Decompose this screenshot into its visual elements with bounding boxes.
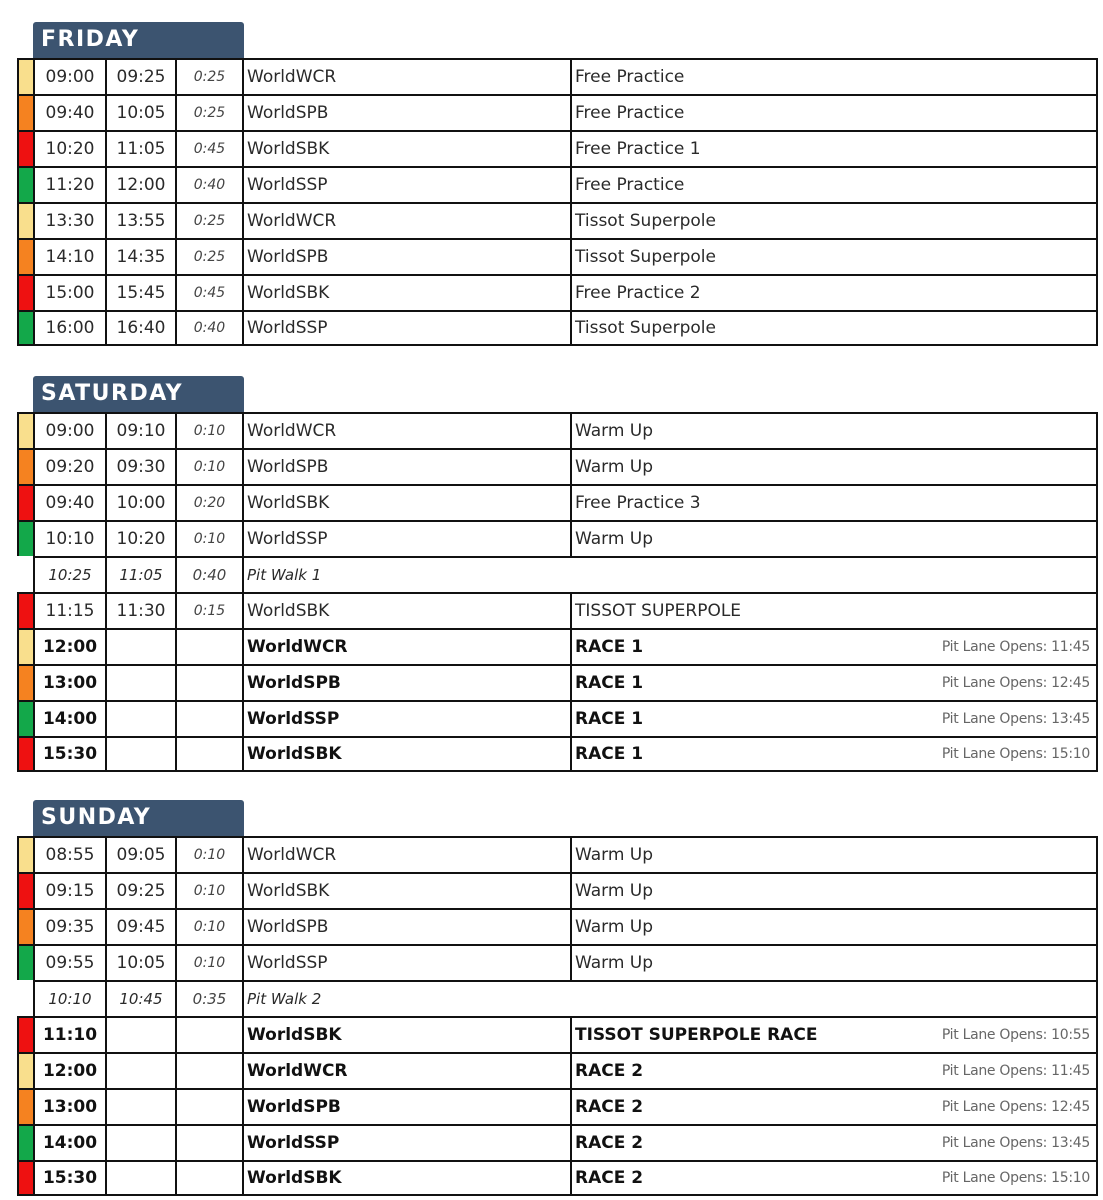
start-time: 09:15 [33, 872, 105, 908]
session-name: Warm Up [575, 881, 654, 901]
end-time: 10:45 [105, 980, 175, 1016]
duration: 0:15 [175, 592, 242, 628]
class-name: WorldWCR [242, 836, 570, 872]
duration: 0:10 [175, 448, 242, 484]
duration: 0:45 [175, 274, 242, 310]
class-color-swatch [17, 448, 33, 484]
session-row [17, 908, 1098, 944]
class-name: WorldSSP [242, 700, 570, 736]
event-name: Pit Walk 1 [242, 556, 570, 592]
session-cell [570, 664, 1098, 700]
start-time: 11:20 [33, 166, 105, 202]
session-row [17, 872, 1098, 908]
pit-lane-opens: Pit Lane Opens: 11:45 [941, 1063, 1090, 1079]
class-name: WorldSPB [242, 448, 570, 484]
class-color-swatch [17, 166, 33, 202]
class-name: WorldSBK [242, 592, 570, 628]
end-time [105, 1052, 175, 1088]
session-cell [570, 94, 1098, 130]
start-time: 09:55 [33, 944, 105, 980]
duration: 0:25 [175, 58, 242, 94]
session-cell [570, 1052, 1098, 1088]
session-name: Free Practice [575, 103, 685, 123]
class-name: WorldSBK [242, 274, 570, 310]
session-cell [570, 412, 1098, 448]
end-time: 12:00 [105, 166, 175, 202]
start-time: 16:00 [33, 310, 105, 346]
session-cell [570, 1160, 1098, 1196]
class-name: WorldWCR [242, 412, 570, 448]
session-row [17, 592, 1098, 628]
class-color-swatch [17, 872, 33, 908]
session-name: Warm Up [575, 529, 654, 549]
class-name: WorldSPB [242, 94, 570, 130]
session-cell [570, 484, 1098, 520]
session-row [17, 520, 1098, 556]
session-name: Free Practice [575, 67, 685, 87]
class-color-swatch [17, 202, 33, 238]
day-title: SUNDAY [33, 800, 244, 836]
start-time: 09:00 [33, 58, 105, 94]
session-row [17, 412, 1098, 448]
pit-lane-opens: Pit Lane Opens: 12:45 [941, 675, 1090, 691]
end-time: 10:05 [105, 94, 175, 130]
start-time: 10:10 [33, 980, 105, 1016]
session-row [17, 448, 1098, 484]
duration: 0:25 [175, 238, 242, 274]
session-cell [570, 908, 1098, 944]
session-row [17, 700, 1098, 736]
session-cell [570, 1088, 1098, 1124]
session-row [17, 166, 1098, 202]
class-name: WorldSSP [242, 166, 570, 202]
session-cell [570, 592, 1098, 628]
duration: 0:10 [175, 412, 242, 448]
session-name: Free Practice 1 [575, 139, 701, 159]
end-time [105, 1088, 175, 1124]
session-cell [570, 238, 1098, 274]
duration: 0:10 [175, 520, 242, 556]
session-cell [570, 1016, 1098, 1052]
pit-lane-opens: Pit Lane Opens: 11:45 [941, 639, 1090, 655]
end-time [105, 628, 175, 664]
start-time: 09:40 [33, 94, 105, 130]
duration: 0:40 [175, 166, 242, 202]
start-time: 14:00 [33, 700, 105, 736]
duration [175, 700, 242, 736]
end-time: 09:45 [105, 908, 175, 944]
session-name: RACE 1 [575, 673, 644, 693]
class-color-swatch [17, 1016, 33, 1052]
session-name: RACE 2 [575, 1168, 644, 1188]
pit-lane-opens: Pit Lane Opens: 13:45 [941, 1135, 1090, 1151]
session-row [17, 202, 1098, 238]
class-color-swatch [17, 736, 33, 772]
session-row [17, 1088, 1098, 1124]
end-time: 11:30 [105, 592, 175, 628]
session-name: TISSOT SUPERPOLE RACE [575, 1025, 818, 1045]
class-name: WorldWCR [242, 58, 570, 94]
session-row [17, 736, 1098, 772]
start-time: 09:20 [33, 448, 105, 484]
duration [175, 664, 242, 700]
schedule-table [17, 836, 1098, 1196]
end-time: 11:05 [105, 556, 175, 592]
session-row [17, 628, 1098, 664]
session-row [17, 94, 1098, 130]
event-name: Pit Walk 2 [242, 980, 570, 1016]
session-row [17, 274, 1098, 310]
session-name: Tissot Superpole [575, 247, 716, 267]
duration: 0:10 [175, 872, 242, 908]
session-cell [570, 448, 1098, 484]
class-color-swatch [17, 700, 33, 736]
class-name: WorldSBK [242, 1016, 570, 1052]
end-time: 16:40 [105, 310, 175, 346]
session-name: Warm Up [575, 457, 654, 477]
end-time: 11:05 [105, 130, 175, 166]
session-row [17, 484, 1098, 520]
pit-lane-opens: Pit Lane Opens: 13:45 [941, 711, 1090, 727]
end-time: 13:55 [105, 202, 175, 238]
class-name: WorldWCR [242, 1052, 570, 1088]
day-title: FRIDAY [33, 22, 244, 58]
end-time: 09:25 [105, 872, 175, 908]
class-color-swatch [17, 58, 33, 94]
pit-lane-opens: Pit Lane Opens: 15:10 [941, 746, 1090, 762]
end-time [105, 1124, 175, 1160]
class-color-swatch [17, 1052, 33, 1088]
session-name: Warm Up [575, 845, 654, 865]
start-time: 13:30 [33, 202, 105, 238]
session-name: Warm Up [575, 421, 654, 441]
session-name: RACE 1 [575, 637, 644, 657]
session-row [17, 1124, 1098, 1160]
class-name: WorldSBK [242, 736, 570, 772]
duration: 0:25 [175, 202, 242, 238]
end-time [105, 1160, 175, 1196]
session-cell [570, 700, 1098, 736]
session-cell [570, 628, 1098, 664]
duration: 0:35 [175, 980, 242, 1016]
session-name: RACE 1 [575, 744, 644, 764]
session-cell [570, 166, 1098, 202]
pit-lane-opens: Pit Lane Opens: 10:55 [941, 1027, 1090, 1043]
session-cell [570, 836, 1098, 872]
duration [175, 1052, 242, 1088]
session-row [17, 310, 1098, 346]
class-name: WorldSSP [242, 310, 570, 346]
start-time: 12:00 [33, 1052, 105, 1088]
start-time: 11:15 [33, 592, 105, 628]
class-color-swatch [17, 1124, 33, 1160]
class-color-swatch [17, 484, 33, 520]
end-time: 15:45 [105, 274, 175, 310]
class-name: WorldSPB [242, 664, 570, 700]
session-empty [570, 980, 1098, 1016]
class-name: WorldSBK [242, 484, 570, 520]
class-color-swatch [17, 412, 33, 448]
class-color-swatch [17, 664, 33, 700]
class-color-swatch [17, 238, 33, 274]
start-time: 10:10 [33, 520, 105, 556]
class-name: WorldSSP [242, 1124, 570, 1160]
end-time: 09:10 [105, 412, 175, 448]
start-time: 15:30 [33, 736, 105, 772]
session-row [17, 130, 1098, 166]
session-cell [570, 58, 1098, 94]
end-time: 09:25 [105, 58, 175, 94]
end-time: 10:05 [105, 944, 175, 980]
start-time: 09:35 [33, 908, 105, 944]
duration: 0:10 [175, 944, 242, 980]
class-color-swatch [17, 908, 33, 944]
start-time: 14:00 [33, 1124, 105, 1160]
start-time: 09:00 [33, 412, 105, 448]
class-color-swatch [17, 944, 33, 980]
duration [175, 1016, 242, 1052]
schedule-table [17, 58, 1098, 346]
session-name: Tissot Superpole [575, 318, 716, 338]
start-time: 08:55 [33, 836, 105, 872]
pit-walk-row [17, 980, 1098, 1016]
pit-walk-row [17, 556, 1098, 592]
session-name: Free Practice 2 [575, 283, 701, 303]
session-row [17, 944, 1098, 980]
class-name: WorldSPB [242, 908, 570, 944]
session-name: Free Practice 3 [575, 493, 701, 513]
session-cell [570, 274, 1098, 310]
end-time: 10:00 [105, 484, 175, 520]
class-color-swatch [17, 94, 33, 130]
start-time: 15:30 [33, 1160, 105, 1196]
duration [175, 1160, 242, 1196]
end-time [105, 736, 175, 772]
session-row [17, 1160, 1098, 1196]
schedule-table [17, 412, 1098, 772]
session-empty [570, 556, 1098, 592]
class-color-swatch [17, 1160, 33, 1196]
session-cell [570, 872, 1098, 908]
session-cell [570, 202, 1098, 238]
class-color-swatch [17, 520, 33, 556]
session-cell [570, 520, 1098, 556]
pit-lane-opens: Pit Lane Opens: 15:10 [941, 1170, 1090, 1186]
class-color-swatch [17, 130, 33, 166]
end-time [105, 1016, 175, 1052]
class-name: WorldWCR [242, 202, 570, 238]
session-name: TISSOT SUPERPOLE [575, 601, 742, 621]
duration: 0:40 [175, 310, 242, 346]
duration: 0:10 [175, 908, 242, 944]
class-name: WorldSBK [242, 130, 570, 166]
duration: 0:20 [175, 484, 242, 520]
start-time: 14:10 [33, 238, 105, 274]
session-row [17, 238, 1098, 274]
end-time: 14:35 [105, 238, 175, 274]
class-color-swatch [17, 980, 33, 1016]
duration [175, 736, 242, 772]
session-cell [570, 1124, 1098, 1160]
class-name: WorldSBK [242, 872, 570, 908]
session-name: RACE 2 [575, 1097, 644, 1117]
session-row [17, 836, 1098, 872]
day-title: SATURDAY [33, 376, 244, 412]
start-time: 13:00 [33, 1088, 105, 1124]
class-color-swatch [17, 310, 33, 346]
class-name: WorldSSP [242, 944, 570, 980]
class-color-swatch [17, 1088, 33, 1124]
pit-lane-opens: Pit Lane Opens: 12:45 [941, 1099, 1090, 1115]
session-cell [570, 130, 1098, 166]
class-name: WorldSPB [242, 1088, 570, 1124]
class-color-swatch [17, 556, 33, 592]
class-color-swatch [17, 836, 33, 872]
session-name: Free Practice [575, 175, 685, 195]
class-name: WorldWCR [242, 628, 570, 664]
end-time [105, 664, 175, 700]
session-row [17, 1052, 1098, 1088]
session-name: RACE 2 [575, 1133, 644, 1153]
start-time: 12:00 [33, 628, 105, 664]
session-cell [570, 944, 1098, 980]
duration: 0:10 [175, 836, 242, 872]
session-name: Tissot Superpole [575, 211, 716, 231]
session-row [17, 1016, 1098, 1052]
class-name: WorldSPB [242, 238, 570, 274]
session-cell [570, 736, 1098, 772]
start-time: 09:40 [33, 484, 105, 520]
session-row [17, 58, 1098, 94]
end-time: 09:05 [105, 836, 175, 872]
class-color-swatch [17, 592, 33, 628]
duration: 0:45 [175, 130, 242, 166]
class-name: WorldSBK [242, 1160, 570, 1196]
class-color-swatch [17, 628, 33, 664]
end-time: 09:30 [105, 448, 175, 484]
start-time: 13:00 [33, 664, 105, 700]
duration [175, 1088, 242, 1124]
session-cell [570, 310, 1098, 346]
class-name: WorldSSP [242, 520, 570, 556]
start-time: 11:10 [33, 1016, 105, 1052]
session-name: RACE 2 [575, 1061, 644, 1081]
start-time: 10:20 [33, 130, 105, 166]
end-time: 10:20 [105, 520, 175, 556]
class-color-swatch [17, 274, 33, 310]
duration: 0:25 [175, 94, 242, 130]
session-row [17, 664, 1098, 700]
duration: 0:40 [175, 556, 242, 592]
session-name: Warm Up [575, 953, 654, 973]
session-name: RACE 1 [575, 709, 644, 729]
start-time: 15:00 [33, 274, 105, 310]
session-name: Warm Up [575, 917, 654, 937]
start-time: 10:25 [33, 556, 105, 592]
duration [175, 1124, 242, 1160]
end-time [105, 700, 175, 736]
duration [175, 628, 242, 664]
